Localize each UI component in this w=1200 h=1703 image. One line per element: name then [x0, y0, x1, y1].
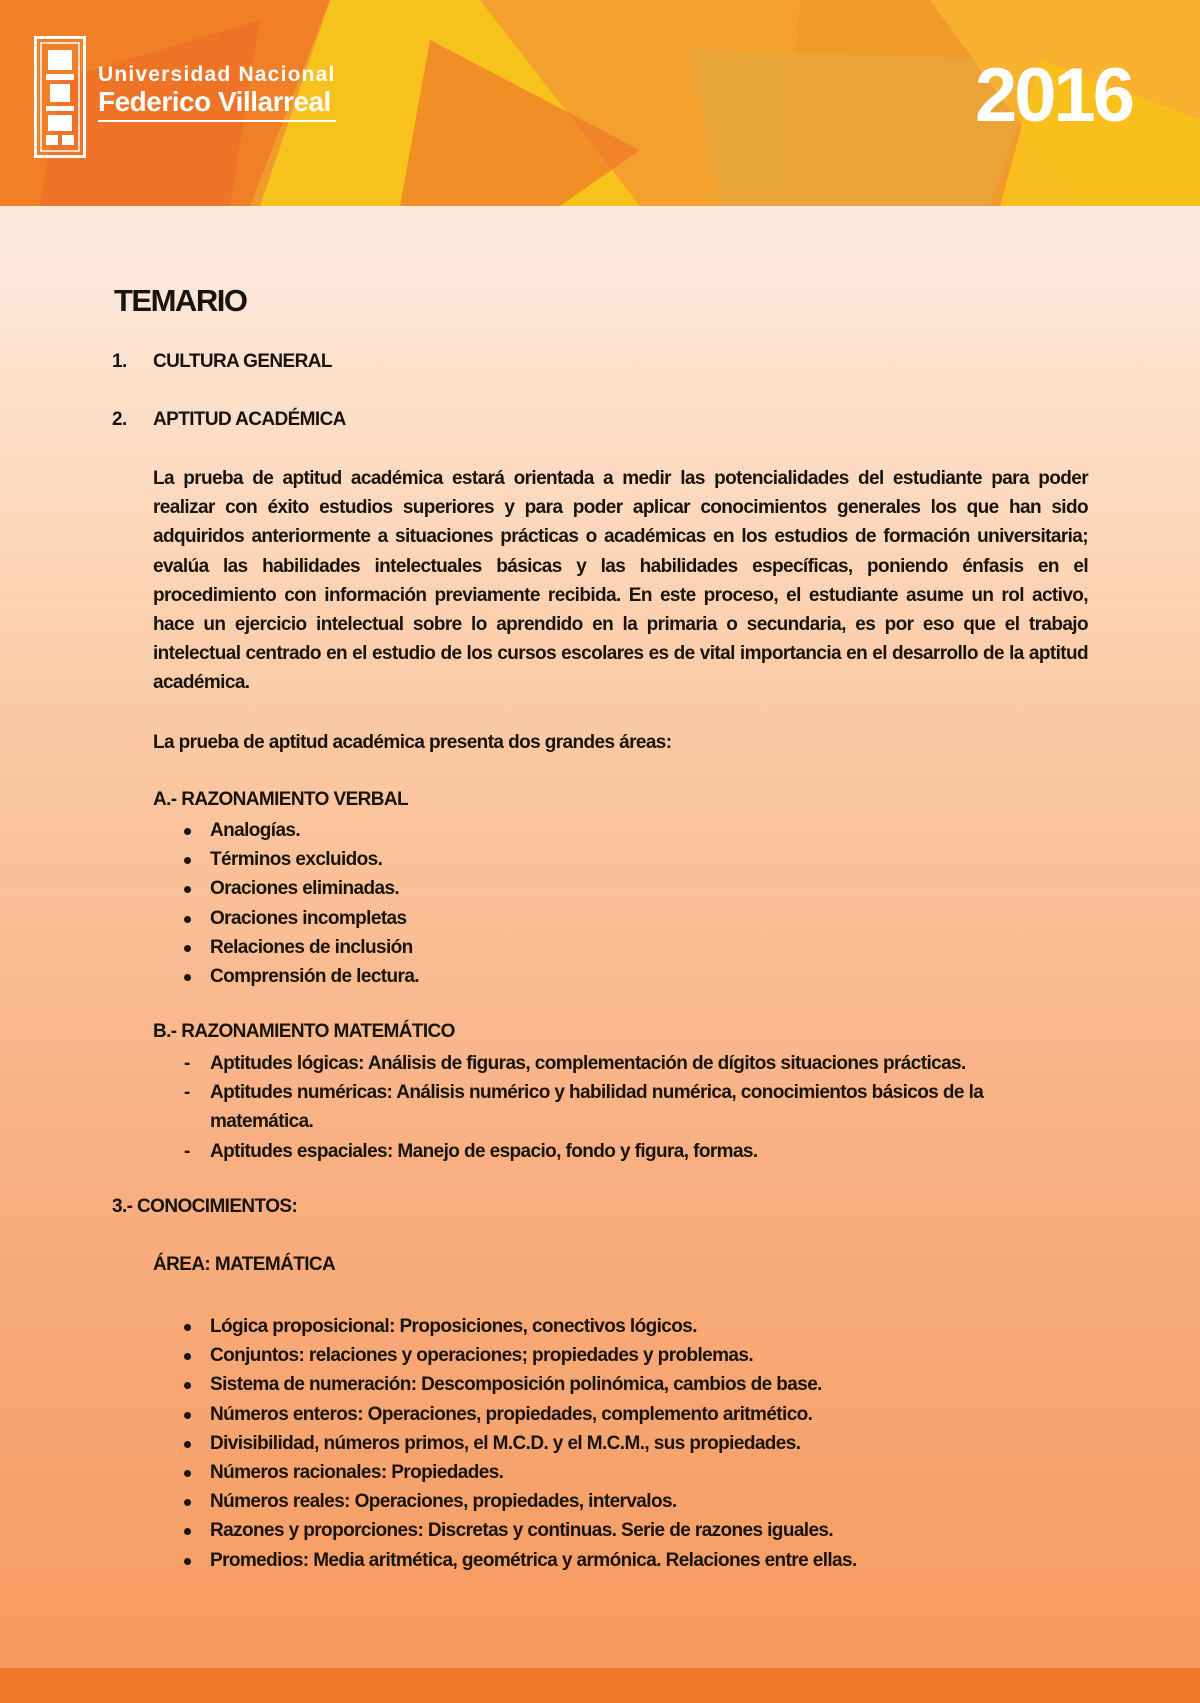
- section-3-title: 3.- CONOCIMIENTOS:: [112, 1196, 298, 1217]
- university-seal-logo: [34, 36, 86, 158]
- section-2-number: 2.: [112, 409, 127, 430]
- footer-band: [0, 1668, 1200, 1703]
- list-item: Números enteros: Operaciones, propiedades, complemento aritmético.: [182, 1400, 857, 1429]
- page-title: TEMARIO: [114, 283, 247, 318]
- section-1-number: 1.: [112, 351, 127, 372]
- list-item: Conjuntos: relaciones y operaciones; propiedades y problemas.: [182, 1341, 857, 1370]
- list-item: Términos excluidos.: [182, 845, 419, 874]
- section-2-title: APTITUD ACADÉMICA: [153, 409, 346, 430]
- list-item: Lógica proposicional: Proposiciones, conectivos lógicos.: [182, 1312, 857, 1341]
- math-reasoning-list: [182, 1049, 1088, 1166]
- math-topics-list: [182, 1312, 857, 1575]
- university-name: [98, 64, 336, 122]
- math-area-title: ÁREA: MATEMÁTICA: [153, 1254, 336, 1275]
- verbal-reasoning-list: [182, 816, 419, 991]
- list-item: Sistema de numeración: Descomposición polinómica, cambios de base.: [182, 1370, 857, 1399]
- aptitude-intro: La prueba de aptitud académica presenta dos grandes áreas:: [153, 732, 672, 753]
- list-item: Analogías.: [182, 816, 419, 845]
- list-item: Promedios: Media aritmética, geométrica y armónica. Relaciones entre ellas.: [182, 1546, 857, 1575]
- university-name-line1: Universidad Nacional: [98, 63, 336, 86]
- section-1-title: CULTURA GENERAL: [153, 351, 332, 372]
- area-b-title: B.- RAZONAMIENTO MATEMÁTICO: [153, 1021, 455, 1042]
- list-item: Divisibilidad, números primos, el M.C.D. y el M.C.M., sus propiedades.: [182, 1429, 857, 1458]
- list-item: - Aptitudes espaciales: Manejo de espacio, fondo y figura, formas.: [182, 1137, 1088, 1166]
- list-item: Oraciones eliminadas.: [182, 874, 419, 903]
- list-item: Comprensión de lectura.: [182, 962, 419, 991]
- area-a-title: A.- RAZONAMIENTO VERBAL: [153, 789, 409, 810]
- aptitude-description: La prueba de aptitud académica estará orientada a medir las potencialidades del estudiante para poder realizar con éxito estudios superiores y para poder aplicar conocimientos generales los que han sido adquiridos anteriormente a situaciones prácticas o académicas en los estudios de formación universitaria; evalúa las habilidades intelectuales básicas y las habilidades específicas, poniendo énfasis en el procedimiento con información previamente recibida. En este proceso, el estudiante asume un rol activo, hace un ejercicio intelectual sobre lo aprendido en la primaria o secundaria, es por eso que el trabajo intelectual centrado en el estudio de los cursos escolares es de vital importancia en el desarrollo de la aptitud académica.: [153, 468, 1088, 694]
- list-item: Razones y proporciones: Discretas y continuas. Serie de razones iguales.: [182, 1516, 857, 1545]
- year-label: 2016: [975, 53, 1133, 138]
- list-item: Números racionales: Propiedades.: [182, 1458, 857, 1487]
- list-item: Números reales: Operaciones, propiedades, intervalos.: [182, 1487, 857, 1516]
- list-item: Oraciones incompletas: [182, 904, 419, 933]
- list-item: Relaciones de inclusión: [182, 933, 419, 962]
- list-item: - Aptitudes lógicas: Análisis de figuras, complementación de dígitos situaciones prácticas.: [182, 1049, 1088, 1078]
- header-banner: [0, 0, 1200, 206]
- list-item: - Aptitudes numéricas: Análisis numérico y habilidad numérica, conocimientos básicos de la matemática.: [182, 1078, 1088, 1136]
- university-name-line2: Federico Villarreal: [98, 88, 336, 122]
